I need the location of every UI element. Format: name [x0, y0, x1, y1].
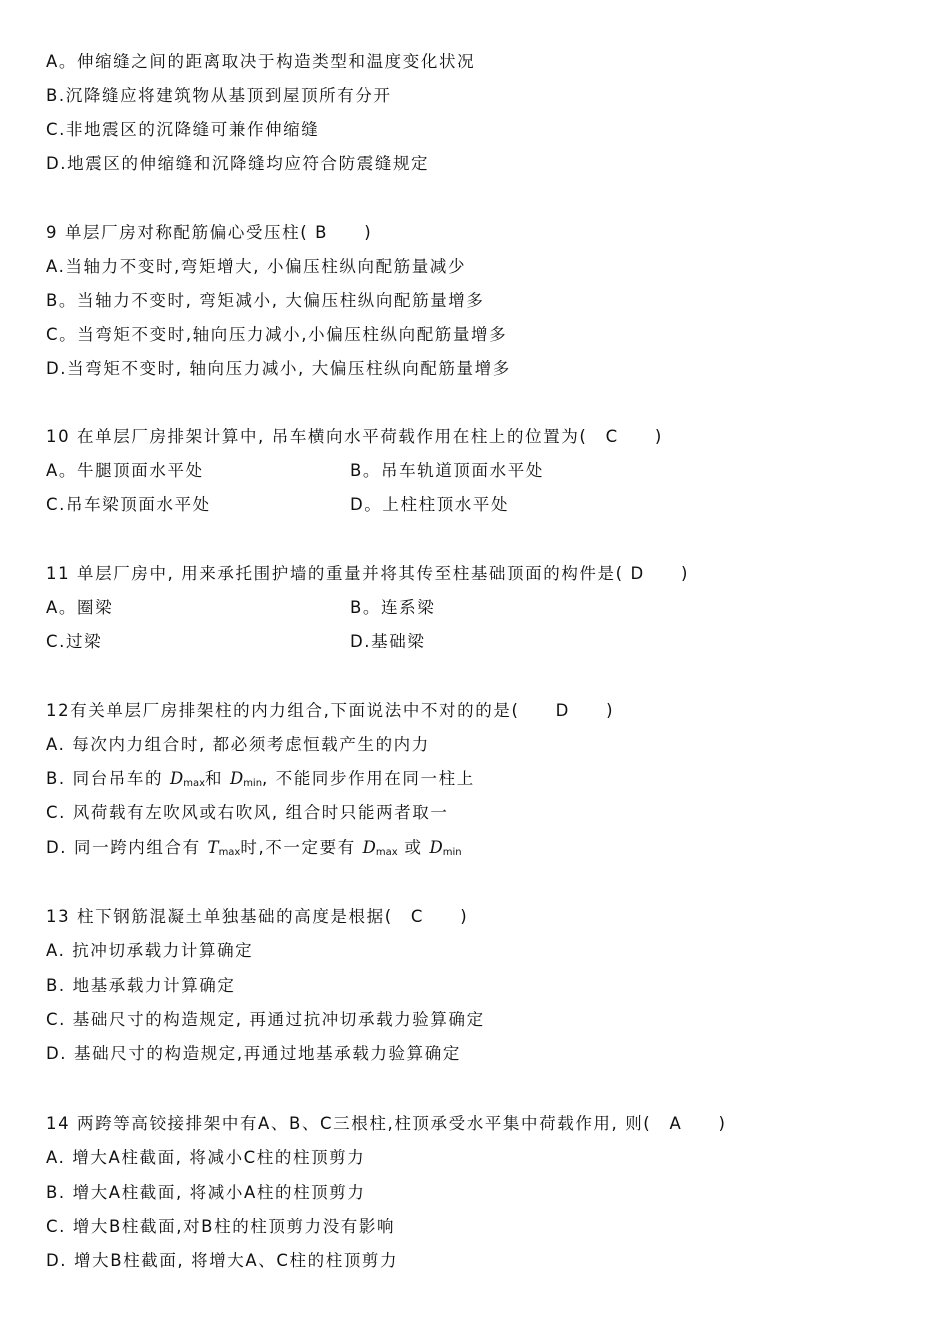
- q12-b-suffix: , 不能同步作用在同一柱上: [262, 769, 475, 788]
- q12-option-c: C. 风荷载有左吹风或右吹风, 组合时只能两者取一: [46, 803, 449, 822]
- q10-option-b: B。吊车轨道顶面水平处: [350, 461, 544, 480]
- q14-option-b: B. 增大A柱截面, 将减小A柱的柱顶剪力: [46, 1183, 366, 1202]
- q12-d-prefix: D. 同一跨内组合有: [46, 838, 208, 857]
- q8-option-c: C.非地震区的沉降缝可兼作伸缩缝: [46, 120, 320, 139]
- q9-option-c: C。当弯矩不变时,轴向压力减小,小偏压柱纵向配筋量增多: [46, 325, 508, 344]
- q14-option-c: C. 增大B柱截面,对B柱的柱顶剪力没有影响: [46, 1217, 396, 1236]
- q14-option-a: A. 增大A柱截面, 将减小C柱的柱顶剪力: [46, 1148, 366, 1167]
- q11-option-a: A。圈梁: [46, 598, 114, 617]
- q13-option-b: B. 地基承载力计算确定: [46, 976, 236, 995]
- q11-option-c: C.过梁: [46, 632, 103, 651]
- q12-option-b: [46, 768, 475, 795]
- dmax-symbol: D: [362, 838, 376, 857]
- q13-option-d: D. 基础尺寸的构造规定,再通过地基承载力验算确定: [46, 1044, 461, 1063]
- dmin-symbol: D: [429, 838, 443, 857]
- q13-option-c: C. 基础尺寸的构造规定, 再通过抗冲切承载力验算确定: [46, 1010, 485, 1029]
- q14-option-d: D. 增大B柱截面, 将增大A、C柱的柱顶剪力: [46, 1251, 399, 1270]
- q14-stem: 14 两跨等高铰接排架中有A、B、C三根柱,柱顶承受水平集中荷载作用, 则( A ): [46, 1114, 727, 1133]
- q12-d-or: 或: [397, 838, 430, 857]
- q11-stem: 11 单层厂房中, 用来承托围护墙的重量并将其传至柱基础顶面的构件是( D ): [46, 564, 690, 583]
- q12-b-conjunction: 和: [205, 769, 230, 788]
- q12-stem: 12有关单层厂房排架柱的内力组合,下面说法中不对的的是( D ): [46, 701, 615, 720]
- q10-stem: 10 在单层厂房排架计算中, 吊车横向水平荷载作用在柱上的位置为( C ): [46, 427, 663, 446]
- subscript-min: min: [243, 778, 263, 789]
- q9-option-b: B。当轴力不变时, 弯矩减小, 大偏压柱纵向配筋量增多: [46, 291, 485, 310]
- dmax-symbol: D: [169, 769, 184, 788]
- q13-stem: 13 柱下钢筋混凝土单独基础的高度是根据( C ): [46, 907, 469, 926]
- q8-option-a: A。伸缩缝之间的距离取决于构造类型和温度变化状况: [46, 52, 476, 71]
- subscript-max: max: [183, 778, 205, 789]
- q13-option-a: A. 抗冲切承载力计算确定: [46, 941, 254, 960]
- q11-option-b: B。连系梁: [350, 598, 436, 617]
- subscript-max: max: [218, 847, 241, 858]
- q12-option-d: [46, 837, 462, 864]
- tmax-symbol: T: [207, 838, 219, 857]
- dmin-symbol: D: [229, 769, 244, 788]
- subscript-min: min: [442, 847, 462, 858]
- q11-option-d: D.基础梁: [350, 632, 426, 651]
- q12-d-middle: 时,不一定要有: [240, 838, 363, 857]
- q9-option-d: D.当弯矩不变时, 轴向压力减小, 大偏压柱纵向配筋量增多: [46, 359, 511, 378]
- q12-option-a: A. 每次内力组合时, 都必须考虑恒载产生的内力: [46, 735, 430, 754]
- q9-option-a: A.当轴力不变时,弯矩增大, 小偏压柱纵向配筋量减少: [46, 257, 467, 276]
- q8-option-b: B.沉降缝应将建筑物从基顶到屋顶所有分开: [46, 86, 392, 105]
- q12-b-prefix: B. 同台吊车的: [46, 769, 170, 788]
- q10-option-a: A。牛腿顶面水平处: [46, 461, 204, 480]
- q10-option-d: D。上柱柱顶水平处: [350, 495, 510, 514]
- q10-option-c: C.吊车梁顶面水平处: [46, 495, 211, 514]
- q8-option-d: D.地震区的伸缩缝和沉降缝均应符合防震缝规定: [46, 154, 430, 173]
- q9-stem: 9 单层厂房对称配筋偏心受压柱( B ): [46, 223, 373, 242]
- subscript-max: max: [375, 847, 398, 858]
